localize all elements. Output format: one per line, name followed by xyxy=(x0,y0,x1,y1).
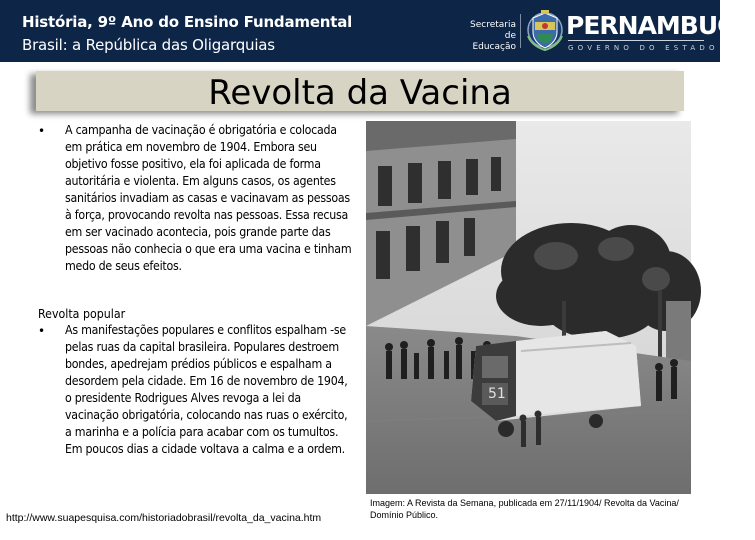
state-name: PERNAMBUCO xyxy=(566,11,755,40)
logo-divider xyxy=(520,14,521,48)
slide-title: Revolta da Vacina xyxy=(208,73,512,113)
svg-text:51: 51 xyxy=(488,386,506,402)
secretaria-line2: Educação xyxy=(472,42,516,52)
coat-of-arms-icon xyxy=(526,10,564,52)
bullet-marker: • xyxy=(38,324,46,338)
source-link[interactable]: http://www.suapesquisa.com/historiadobrasil/revolta_da_vacina.htm xyxy=(6,512,322,524)
bullet-marker: • xyxy=(38,124,46,138)
tram-overturned-photo-icon xyxy=(366,121,691,494)
secretaria-line1: Secretaria de xyxy=(470,20,516,41)
state-subtitle: GOVERNO DO ESTADO xyxy=(568,44,719,52)
bullet-paragraph-vaccination: A campanha de vacinação é obrigatória e colocada em prática em novembro de 1904. Embora seu objetivo fosse positivo, ela foi aplicada de forma autoritária e violenta. Em alguns casos, os agentes sanitários invadiam as casas e vacinavam as pessoas à força, provocando revolta nas pessoas. Essa recusa em ser vacinado acontecia, pois grande parte das pessoas não conhecia o que era uma vacina e tinham medo de seus efeitos. xyxy=(65,123,352,273)
state-rule xyxy=(568,40,704,41)
section-heading: Revolta popular xyxy=(38,307,126,321)
topic-title: Brasil: a República das Oligarquias xyxy=(22,36,275,54)
header-bar xyxy=(0,0,755,62)
historical-photo xyxy=(366,121,691,494)
bullet-paragraph-revolt: As manifestações populares e conflitos espalham -se pelas ruas da capital brasileira. Populares destroem bondes, apedrejam prédios públicos e espalham a desordem pela cidade. Em 16 de novembro de 1904, o presidente Rodrigues Alves revoga a lei da vacinação obrigatória, colocando nas ruas o exército, a marinha e a polícia para acabar com os tumultos. Em poucos dias a cidade voltava a calma e a ordem. xyxy=(65,323,348,456)
image-caption: Imagem: A Revista da Semana, publicada em 27/11/1904/ Revolta da Vacina/ Domínio Público. xyxy=(370,498,679,520)
secretaria-label xyxy=(456,20,516,53)
subject-title: História, 9º Ano do Ensino Fundamental xyxy=(22,13,353,31)
